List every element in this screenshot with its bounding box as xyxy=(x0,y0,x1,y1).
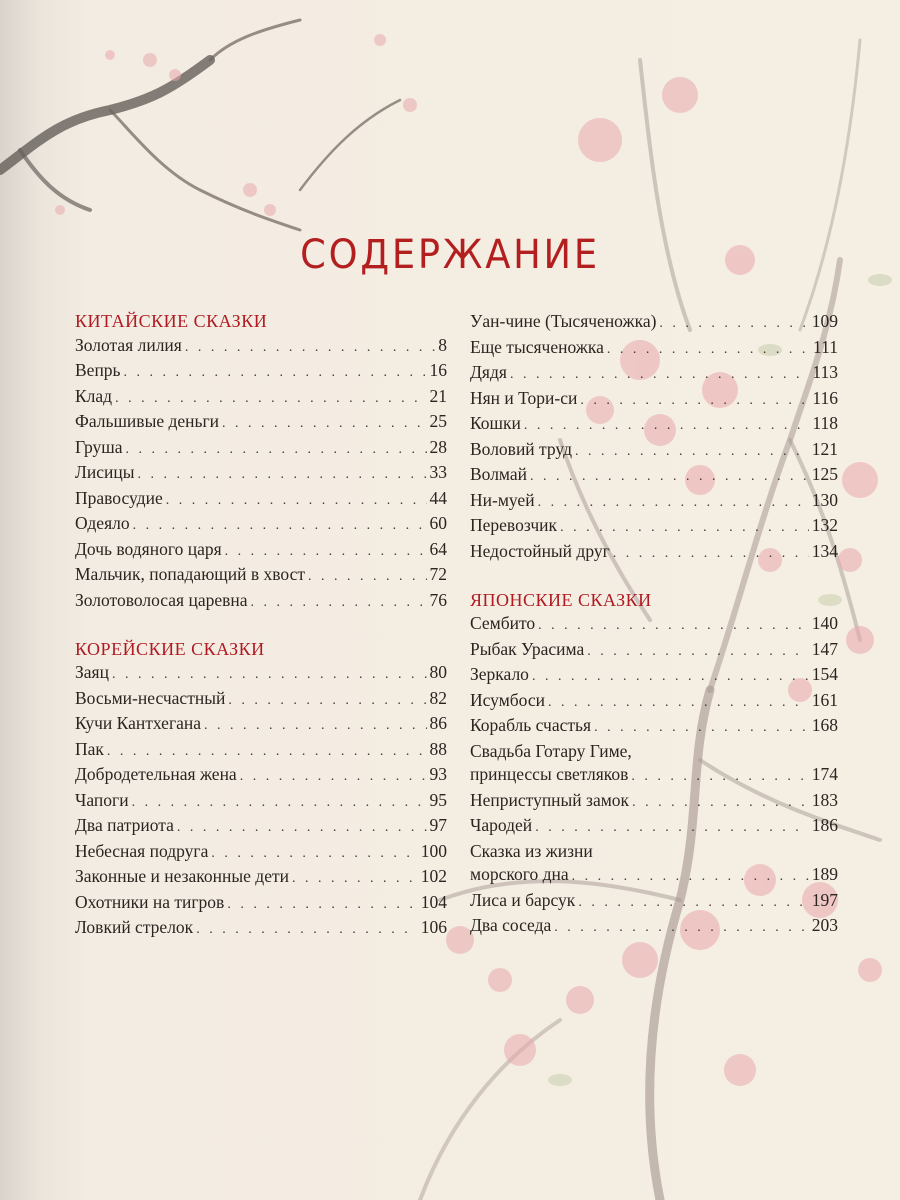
toc-entry xyxy=(75,410,447,436)
page-title: СОДЕРЖАНИЕ xyxy=(300,232,600,278)
dot-leader xyxy=(126,438,427,462)
toc-entry-title: Исумбоси xyxy=(470,689,545,710)
toc-entry-title-line xyxy=(470,740,838,764)
toc-entry xyxy=(470,438,838,464)
toc-entry-title: Охотники на тигров xyxy=(75,891,225,912)
toc-entry xyxy=(470,638,838,664)
dot-leader xyxy=(166,489,427,513)
toc-entry-title: Небесная подруга xyxy=(75,840,209,861)
toc-entry-page: 95 xyxy=(429,789,447,810)
toc-entry-page: 203 xyxy=(811,915,838,935)
toc-entry-title: Рыбак Урасима xyxy=(470,638,585,659)
dot-leader xyxy=(613,542,809,566)
dot-leader xyxy=(133,514,427,538)
toc-entry xyxy=(470,489,838,515)
toc-entry-page: 60 xyxy=(429,513,447,533)
toc-entry-page: 189 xyxy=(811,864,838,884)
toc-entry-page: 174 xyxy=(811,764,838,784)
dot-leader xyxy=(632,791,809,815)
toc-entry-page: 106 xyxy=(420,917,447,937)
toc-entry-title: морского дна xyxy=(470,864,569,884)
toc-entry-title: Правосудие xyxy=(75,487,163,508)
toc-entry-title: Свадьба Готару Гиме, xyxy=(470,740,632,761)
toc-entry xyxy=(470,412,838,438)
dot-leader xyxy=(538,491,809,515)
toc-entry-page: 44 xyxy=(429,487,447,508)
toc-entry-page: 82 xyxy=(429,687,447,708)
dot-leader xyxy=(185,336,435,360)
section-list-korean xyxy=(75,661,447,942)
toc-entry-page: 116 xyxy=(812,387,838,408)
toc-entry-title: Клад xyxy=(75,385,113,406)
toc-entry xyxy=(75,512,447,538)
toc-entry xyxy=(75,840,447,866)
toc-entry xyxy=(470,612,838,638)
toc-entry xyxy=(470,361,838,387)
toc-entry-title: Кошки xyxy=(470,413,521,433)
section-list-chinese xyxy=(75,334,447,615)
dot-leader xyxy=(580,389,809,413)
toc-entry-title: Лиса и барсук xyxy=(470,889,576,910)
dot-leader xyxy=(587,640,808,664)
dot-leader xyxy=(572,865,809,889)
dot-leader xyxy=(659,312,808,336)
dot-leader xyxy=(535,816,809,840)
toc-entry xyxy=(470,914,838,940)
toc-entry-page: 111 xyxy=(813,336,838,357)
toc-entry-title: Одеяло xyxy=(75,513,130,533)
toc-entry-title: Мальчик, попадающий в хвост xyxy=(75,564,305,584)
toc-entry-title: Сказка из жизни xyxy=(470,840,593,861)
dot-leader xyxy=(554,916,808,940)
dot-leader xyxy=(124,361,427,385)
toc-entry-page: 183 xyxy=(811,789,838,810)
toc-entry-page: 125 xyxy=(811,464,838,484)
toc-entry-title: Дочь водяного царя xyxy=(75,538,222,559)
toc-entry xyxy=(75,865,447,891)
toc-entry-title: Золотая лилия xyxy=(75,334,182,355)
section-heading-japanese: ЯПОНСКИЕ СКАЗКИ xyxy=(470,589,652,610)
dot-leader xyxy=(560,516,809,540)
toc-entry-page: 147 xyxy=(811,638,838,659)
toc-entry-page: 64 xyxy=(429,538,447,559)
toc-entry-title-line xyxy=(470,840,838,864)
toc-entry-title: Фальшивые деньги xyxy=(75,411,220,431)
toc-entry xyxy=(470,663,838,689)
toc-entry-title: Чародей xyxy=(470,815,533,835)
toc-entry-page: 21 xyxy=(429,385,447,406)
toc-entry-title: Добродетельная жена xyxy=(75,764,237,784)
dot-leader xyxy=(112,663,427,687)
toc-entry xyxy=(470,889,838,915)
dot-leader xyxy=(225,540,427,564)
toc-entry-title: Дядя xyxy=(470,362,507,382)
dot-leader xyxy=(292,867,418,891)
toc-entry xyxy=(75,436,447,462)
toc-entry-title: Пак xyxy=(75,738,104,759)
toc-entry-page: 16 xyxy=(429,360,447,380)
toc-entry xyxy=(75,538,447,564)
toc-entry-page: 88 xyxy=(429,738,447,759)
toc-entry xyxy=(75,789,447,815)
toc-entry-title: Груша xyxy=(75,436,123,457)
dot-leader xyxy=(575,440,809,464)
toc-entry xyxy=(470,763,838,789)
toc-entry-title: Кучи Кантхегана xyxy=(75,713,202,733)
toc-entry xyxy=(470,814,838,840)
toc-entry xyxy=(75,661,447,687)
toc-entry-page: 86 xyxy=(429,713,447,733)
toc-entry-page: 33 xyxy=(429,462,447,482)
toc-entry-page: 97 xyxy=(429,815,447,835)
toc-entry-page: 76 xyxy=(429,589,447,610)
toc-entry-title: Вепрь xyxy=(75,360,121,380)
toc-entry-title: принцессы светляков xyxy=(470,764,629,784)
dot-leader xyxy=(228,689,426,713)
dot-leader xyxy=(532,665,809,689)
dot-leader xyxy=(138,463,427,487)
section-list-korean-continued xyxy=(470,310,838,565)
toc-entry xyxy=(75,334,447,360)
toc-entry-title: Золотоволосая царевна xyxy=(75,589,248,610)
dot-leader xyxy=(222,412,426,436)
toc-entry-page: 161 xyxy=(811,689,838,710)
toc-entry xyxy=(470,463,838,489)
toc-entry-title: Восьми-несчастный xyxy=(75,687,226,708)
toc-entry-page: 154 xyxy=(811,664,838,684)
toc-entry xyxy=(470,310,838,336)
toc-entry-page: 121 xyxy=(811,438,838,459)
dot-leader xyxy=(211,842,417,866)
toc-entry-title: Два соседа xyxy=(470,915,552,935)
toc-entry-title: Уан-чине (Тысяченожка) xyxy=(470,311,657,331)
toc-entry-page: 134 xyxy=(811,540,838,561)
dot-leader xyxy=(204,714,426,738)
toc-entry-title: Неприступный замок xyxy=(470,789,630,810)
dot-leader xyxy=(538,614,809,638)
toc-entry-page: 102 xyxy=(420,866,447,886)
toc-entry-page: 113 xyxy=(812,362,838,382)
toc-entry xyxy=(470,387,838,413)
dot-leader xyxy=(107,740,427,764)
dot-leader xyxy=(240,765,427,789)
toc-entry-page: 168 xyxy=(811,715,838,735)
toc-entry xyxy=(75,687,447,713)
toc-entry-page: 28 xyxy=(429,436,447,457)
toc-entry-title: Чапоги xyxy=(75,789,129,810)
toc-entry-title: Воловий труд xyxy=(470,438,572,459)
dot-leader xyxy=(308,565,427,589)
toc-entry xyxy=(75,738,447,764)
dot-leader xyxy=(227,893,417,917)
toc-entry xyxy=(75,563,447,589)
toc-entry-page: 130 xyxy=(811,489,838,510)
toc-entry xyxy=(75,385,447,411)
toc-entry-page: 25 xyxy=(429,411,447,431)
section-heading-korean: КОРЕЙСКИЕ СКАЗКИ xyxy=(75,638,265,659)
dot-leader xyxy=(631,765,808,789)
toc-entry-page: 132 xyxy=(811,515,838,535)
toc-entry xyxy=(470,714,838,740)
toc-entry xyxy=(75,763,447,789)
toc-entry xyxy=(75,891,447,917)
toc-entry-title: Заяц xyxy=(75,662,109,682)
toc-entry xyxy=(470,540,838,566)
toc-entry xyxy=(75,359,447,385)
toc-entry-page: 109 xyxy=(811,311,838,331)
dot-leader xyxy=(530,465,809,489)
toc-entry xyxy=(75,916,447,942)
toc-entry-title: Корабль счастья xyxy=(470,715,592,735)
section-heading-chinese: КИТАЙСКИЕ СКАЗКИ xyxy=(75,311,268,331)
dot-leader xyxy=(607,338,810,362)
contents-column-right xyxy=(470,310,838,940)
section-list-japanese xyxy=(470,612,838,940)
toc-entry xyxy=(470,336,838,362)
toc-entry xyxy=(75,589,447,615)
dot-leader xyxy=(251,591,427,615)
toc-entry-title: Сембито xyxy=(470,613,536,633)
toc-entry-page: 104 xyxy=(420,891,447,912)
toc-entry-title: Ни-муей xyxy=(470,489,535,510)
toc-entry-page: 186 xyxy=(811,815,838,835)
toc-entry-title: Недостойный друг xyxy=(470,540,610,561)
dot-leader xyxy=(177,816,427,840)
toc-entry xyxy=(470,789,838,815)
toc-entry-title: Два патриота xyxy=(75,815,174,835)
toc-entry-page: 80 xyxy=(429,662,447,682)
toc-entry xyxy=(75,487,447,513)
dot-leader xyxy=(196,918,418,942)
toc-entry xyxy=(470,514,838,540)
contents-column-left xyxy=(75,310,447,942)
toc-entry-page: 118 xyxy=(812,413,838,433)
toc-entry-page: 93 xyxy=(429,764,447,784)
toc-entry-title: Перевозчик xyxy=(470,515,558,535)
toc-entry-page: 197 xyxy=(811,889,838,910)
toc-entry-title: Еще тысяченожка xyxy=(470,336,604,357)
toc-entry-page: 100 xyxy=(420,840,447,861)
toc-entry-title: Зеркало xyxy=(470,664,529,684)
toc-entry-title: Волмай xyxy=(470,464,528,484)
toc-entry-title: Лисицы xyxy=(75,462,135,482)
toc-entry xyxy=(75,814,447,840)
toc-entry-page: 72 xyxy=(429,564,447,584)
toc-entry xyxy=(75,461,447,487)
toc-entry-title: Ловкий стрелок xyxy=(75,917,194,937)
dot-leader xyxy=(524,414,809,438)
toc-entry-page: 140 xyxy=(811,613,838,633)
toc-entry-title: Законные и незаконные дети xyxy=(75,866,289,886)
toc-entry-title: Нян и Тори-си xyxy=(470,387,578,408)
dot-leader xyxy=(578,891,808,915)
toc-entry-page: 8 xyxy=(438,334,447,355)
toc-entry xyxy=(75,712,447,738)
dot-leader xyxy=(510,363,809,387)
dot-leader xyxy=(594,716,809,740)
toc-entry xyxy=(470,689,838,715)
dot-leader xyxy=(115,387,426,411)
dot-leader xyxy=(548,691,809,715)
dot-leader xyxy=(132,791,427,815)
toc-entry xyxy=(470,863,838,889)
